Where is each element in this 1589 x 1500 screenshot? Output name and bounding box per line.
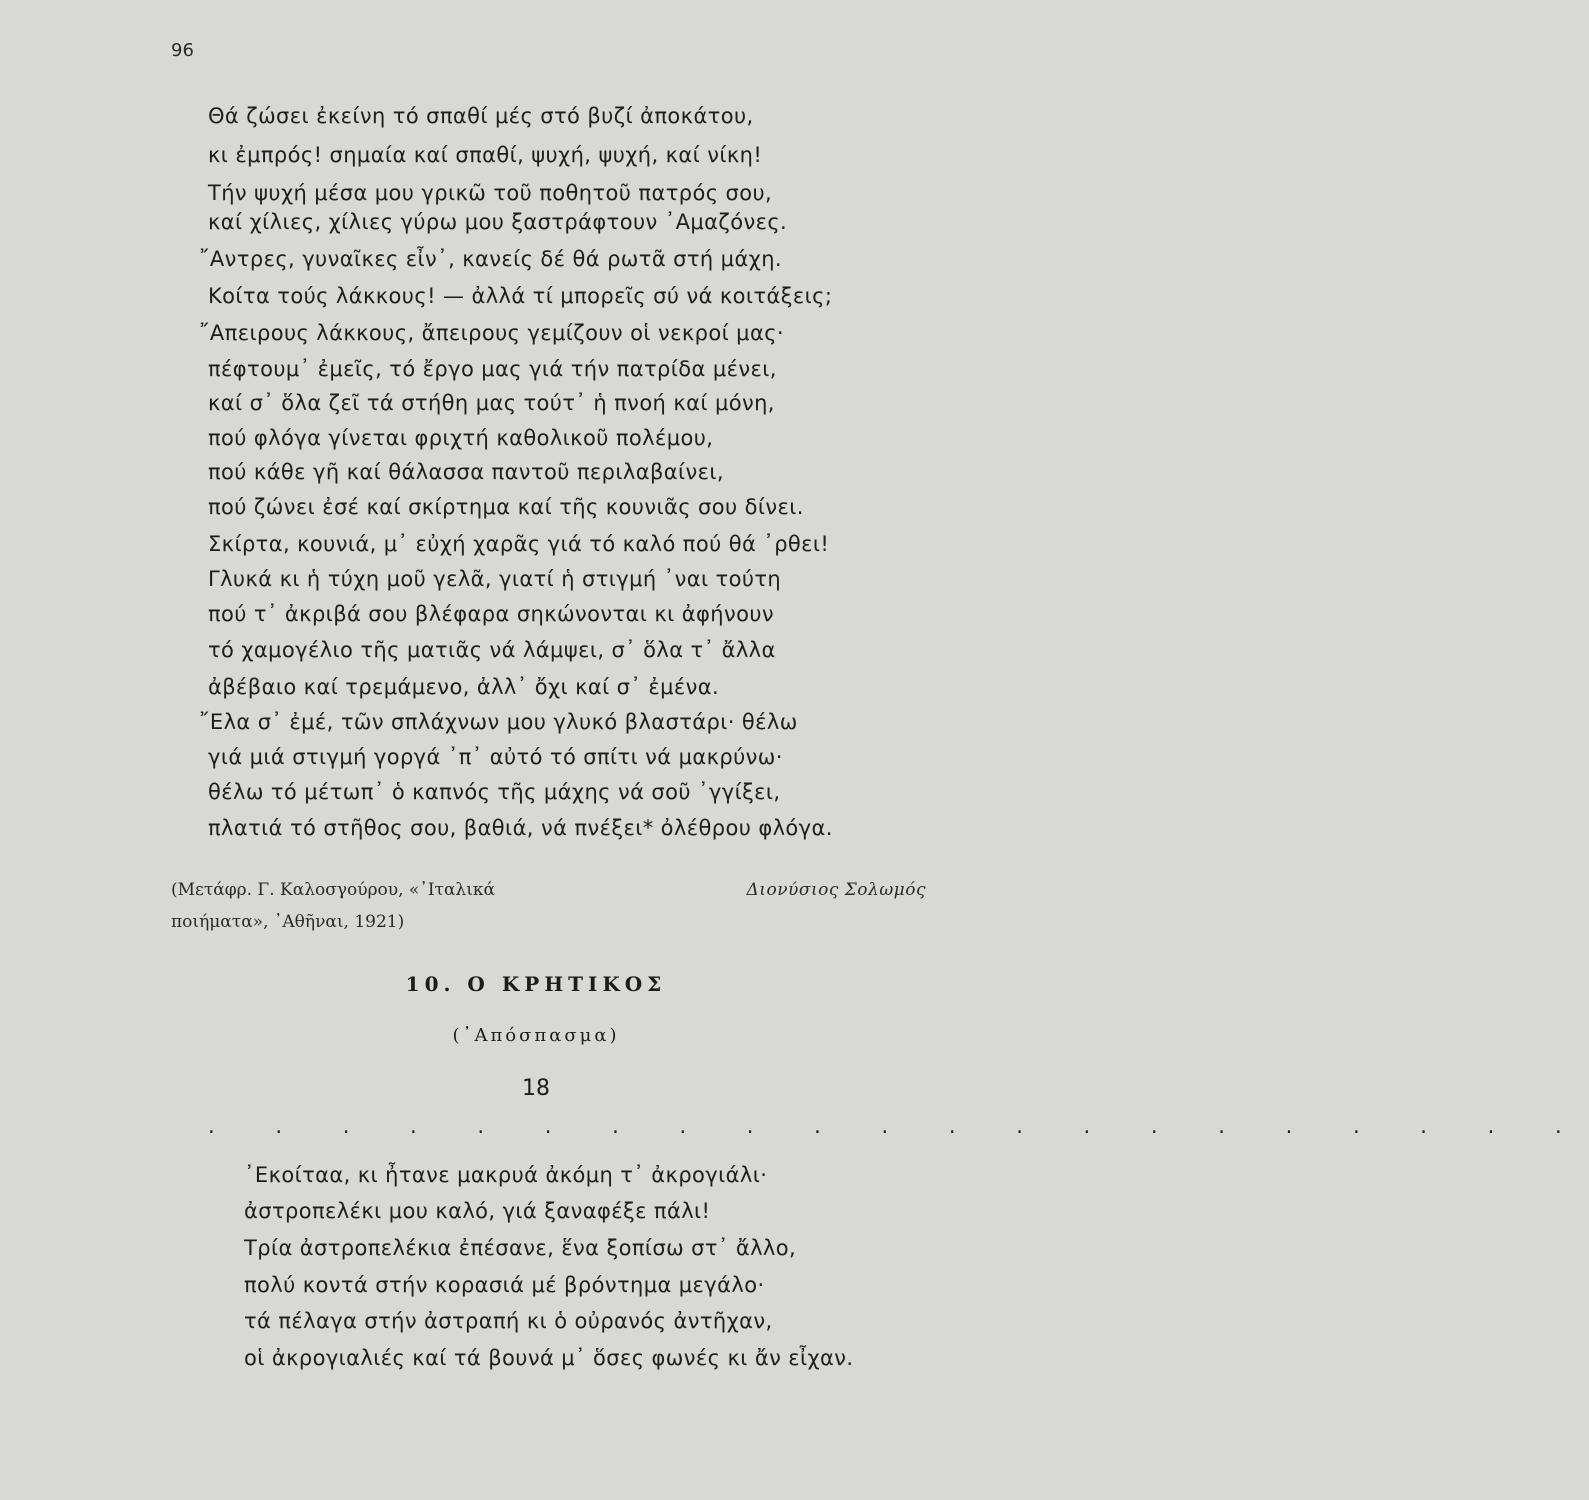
- poem-line: καί χίλιες, χίλιες γύρω μου ξαστράφτουν ᾽Αμαζόνες.: [208, 210, 788, 234]
- author-name: Διονύσιος Σολωμός: [746, 880, 926, 900]
- poem-line: ἀστροπελέκι μου καλό, γιά ξαναφέξε πάλι!: [244, 1199, 711, 1223]
- poem-line: πλατιά τό στῆθος σου, βαθιά, νά πνέξει* ὀλέθρου φλόγα.: [208, 816, 833, 840]
- poem-line: κι ἐμπρός! σημαία καί σπαθί, ψυχή, ψυχή, καί νίκη!: [208, 143, 763, 167]
- canto-number: 18: [522, 1076, 550, 1101]
- section-subtitle: (᾽Απόσπασμα): [452, 1025, 620, 1046]
- translator-line: ποιήματα», ᾽Αθῆναι, 1921): [171, 912, 405, 932]
- omission-dots: . . . . . . . . . . . . . . . . . . . . .: [208, 1114, 1589, 1138]
- poem-line: Γλυκά κι ἡ τύχη μοῦ γελᾶ, γιατί ἡ στιγμή ᾽ναι τούτη: [208, 567, 782, 591]
- poem-line: γιά μιά στιγμή γοργά ᾽π᾽ αὐτό τό σπίτι νά μακρύνω·: [208, 745, 783, 769]
- poem-line: Τρία ἀστροπελέκια ἐπέσανε, ἕνα ξοπίσω στ᾽ ἄλλο,: [244, 1236, 797, 1260]
- poem-line: ᾽Εκοίταα, κι ἦτανε μακρυά ἀκόμη τ᾽ ἀκρογιάλι·: [244, 1163, 768, 1187]
- translator-note: [171, 874, 495, 938]
- poem-line: θέλω τό μέτωπ᾽ ὁ καπνός τῆς μάχης νά σοῦ ᾽γγίξει,: [208, 780, 781, 804]
- poem-line: ῎Αντρες, γυναῖκες εἶν᾽, κανείς δέ θά ρωτᾶ στή μάχη.: [199, 247, 783, 271]
- poem-line: ῎Απειρους λάκκους, ἄπειρους γεμίζουν οἱ νεκροί μας·: [199, 321, 784, 345]
- poem-line: καί σ᾽ ὅλα ζεῖ τά στήθη μας τούτ᾽ ἡ πνοή καί μόνη,: [208, 391, 775, 415]
- poem-line: τό χαμογέλιο τῆς ματιᾶς νά λάμψει, σ᾽ ὅλα τ᾽ ἄλλα: [208, 638, 776, 662]
- section-title: 10. Ο ΚΡΗΤΙΚΟΣ: [405, 972, 667, 996]
- poem-line: ῎Ελα σ᾽ ἐμέ, τῶν σπλάχνων μου γλυκό βλαστάρι· θέλω: [199, 710, 798, 734]
- translator-line: (Μετάφρ. Γ. Καλοσγούρου, «᾽Ιταλικά: [171, 880, 495, 900]
- poem-line: Θά ζώσει ἐκείνη τό σπαθί μές στό βυζί ἀποκάτου,: [208, 104, 754, 128]
- poem-line: πού τ᾽ ἀκριβά σου βλέφαρα σηκώνονται κι ἀφήνουν: [208, 602, 774, 626]
- poem-line: πέφτουμ᾽ ἐμεῖς, τό ἔργο μας γιά τήν πατρίδα μένει,: [208, 357, 777, 381]
- poem-line: πολύ κοντά στήν κορασιά μέ βρόντημα μεγάλο·: [244, 1273, 765, 1297]
- poem-line: Κοίτα τούς λάκκους! — ἀλλά τί μπορεῖς σύ νά κοιτάξεις;: [208, 284, 833, 308]
- page-number: 96: [171, 40, 194, 61]
- poem-line: πού φλόγα γίνεται φριχτή καθολικοῦ πολέμου,: [208, 426, 714, 450]
- poem-line: ἀβέβαιο καί τρεμάμενο, ἀλλ᾽ ὄχι καί σ᾽ ἐμένα.: [208, 675, 720, 699]
- poem-line: οἱ ἀκρογιαλιές καί τά βουνά μ᾽ ὅσες φωνές κι ἄν εἶχαν.: [244, 1346, 854, 1370]
- poem-line: Σκίρτα, κουνιά, μ᾽ εὐχή χαρᾶς γιά τό καλό πού θά ᾽ρθει!: [208, 532, 830, 556]
- poem-line: Τήν ψυχή μέσα μου γρικῶ τοῦ ποθητοῦ πατρός σου,: [208, 181, 773, 205]
- poem-line: πού κάθε γῆ καί θάλασσα παντοῦ περιλαβαίνει,: [208, 460, 724, 484]
- poem-line: πού ζώνει ἐσέ καί σκίρτημα καί τῆς κουνιᾶς σου δίνει.: [208, 495, 804, 519]
- poem-line: τά πέλαγα στήν ἀστραπή κι ὁ οὐρανός ἀντῆχαν,: [244, 1309, 773, 1333]
